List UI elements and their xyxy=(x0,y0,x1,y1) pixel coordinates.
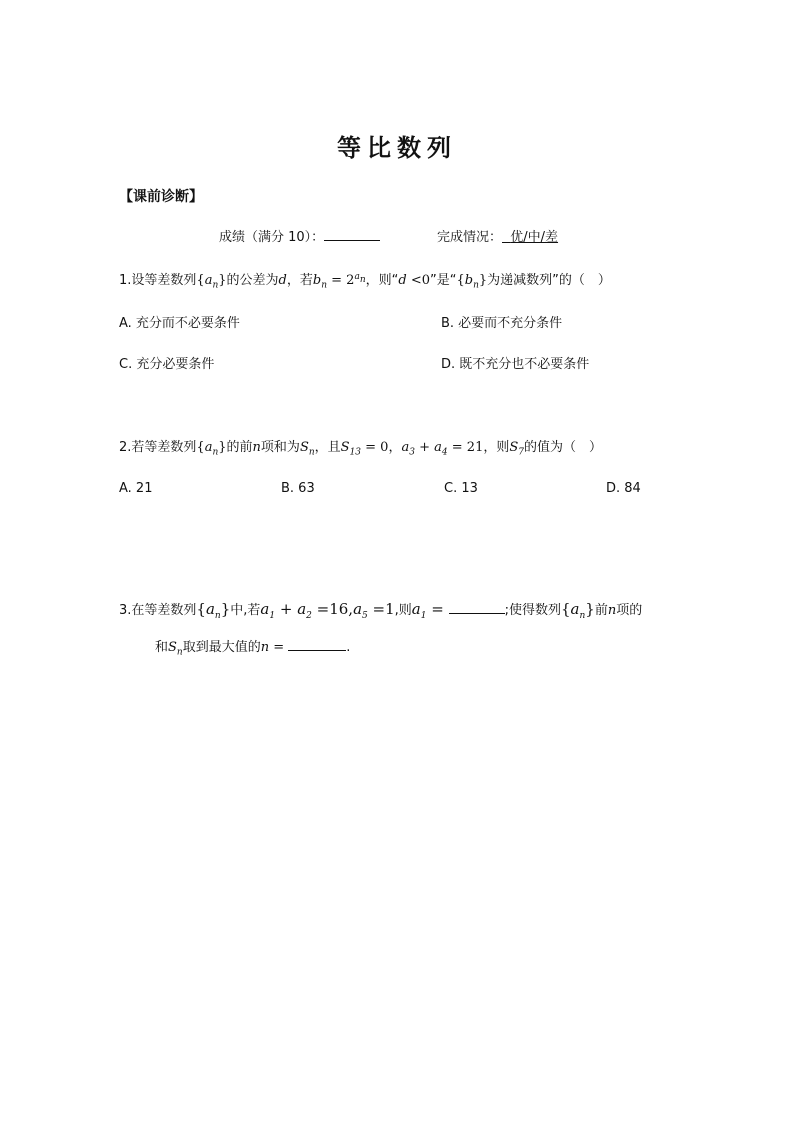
q2-text: 的值为（ ） xyxy=(524,440,603,455)
q3-text: 3.在等差数列 xyxy=(119,603,197,618)
q1-option-d[interactable]: D. 既不充分也不必要条件 xyxy=(441,357,590,372)
q2-s7: $S_7$ xyxy=(509,440,524,458)
q1-d: d xyxy=(278,273,287,288)
section-heading: 【课前诊断】 xyxy=(119,189,203,205)
q3-text: . xyxy=(346,640,351,655)
q1-option-b[interactable]: B. 必要而不充分条件 xyxy=(441,316,563,331)
q2-text: ， xyxy=(388,440,402,455)
q3-condition: $a_1 + a_2 =16,a_5 =1$ xyxy=(260,600,395,621)
q2-text: ，则 xyxy=(483,440,510,455)
page-title: 等比数列 xyxy=(337,133,457,162)
q3-text: ;使得数列 xyxy=(504,603,561,618)
score-line xyxy=(219,226,380,245)
q1-text: ”是“ xyxy=(430,273,457,288)
q2-sn: $S_n$ xyxy=(299,440,315,458)
q1-text: 的公差为 xyxy=(226,273,279,288)
q3-sn: $S_n$ xyxy=(168,640,183,658)
q1-seq-bn: $\{b_n\}$ xyxy=(456,273,488,291)
q1-condition: d xyxy=(398,273,407,288)
q3-n-eq: n = xyxy=(260,640,289,655)
q3-text: ,则 xyxy=(394,603,412,618)
q3-answer-blank-2[interactable] xyxy=(288,636,346,651)
q1-text: 1.设等差数列 xyxy=(119,273,197,288)
q2-text: ，且 xyxy=(314,440,341,455)
q1-text: ，若 xyxy=(286,273,313,288)
q3-text: 中,若 xyxy=(230,603,261,618)
status-line xyxy=(437,226,558,245)
q2-text: 2.若等差数列 xyxy=(119,440,197,455)
q3-text: 项的 xyxy=(616,603,643,618)
q2-s13: $S_{13} = 0$ xyxy=(340,440,389,458)
q2-text: 项和为 xyxy=(260,440,300,455)
question-1: 1.设等差数列$\{a_n\}$的公差为d，若$b_n = 2^{a_n}$，则“d <0”是“$\{b_n\}$为递减数列”的（ ） xyxy=(119,271,611,291)
status-label: 完成情况： xyxy=(437,230,503,245)
q2-option-b[interactable]: B. 63 xyxy=(281,481,315,496)
q1-seq-an: $\{a_n\}$ xyxy=(196,273,227,291)
q2-n: n xyxy=(252,440,261,455)
q3-seq-an-2: $\{a_n\}$ xyxy=(560,600,595,621)
score-blank[interactable] xyxy=(324,226,380,241)
q2-sum: $a_3 + a_4 = 21$ xyxy=(401,440,484,458)
q1-option-c[interactable]: C. 充分必要条件 xyxy=(119,357,215,372)
q1-bn-formula: $b_n = 2^{a_n}$ xyxy=(312,271,366,291)
q3-text: 取到最大值的 xyxy=(182,640,261,655)
question-3-line-2 xyxy=(155,636,350,658)
score-label: 成绩（满分 10）： xyxy=(219,230,325,245)
q1-option-a[interactable]: A. 充分而不必要条件 xyxy=(119,316,240,331)
q1-text: 为递减数列”的（ ） xyxy=(487,273,611,288)
status-value[interactable]: 优/中/差 xyxy=(510,230,559,245)
q1-text: ，则“ xyxy=(365,273,399,288)
question-3 xyxy=(119,599,642,621)
q2-option-a[interactable]: A. 21 xyxy=(119,481,153,496)
q3-seq-an: $\{a_n\}$ xyxy=(196,600,231,621)
q2-option-d[interactable]: D. 84 xyxy=(606,481,641,496)
q3-n: n xyxy=(607,603,617,618)
q3-text: 和 xyxy=(155,640,169,655)
q2-seq-an: $\{a_n\}$ xyxy=(196,440,227,458)
q2-text: 的前 xyxy=(226,440,253,455)
q2-option-c[interactable]: C. 13 xyxy=(444,481,478,496)
question-2 xyxy=(119,436,602,458)
q3-a1: $a_1$ = xyxy=(411,600,449,621)
q3-answer-blank-1[interactable] xyxy=(449,599,505,614)
q3-text: 前 xyxy=(594,603,608,618)
